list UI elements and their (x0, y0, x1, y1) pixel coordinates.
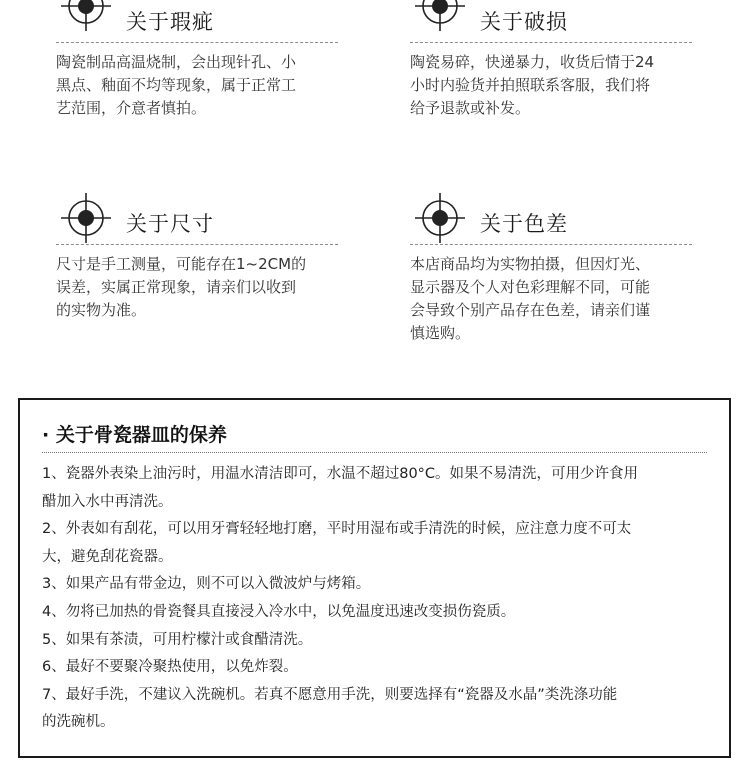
note-card-text (410, 253, 692, 345)
crosshair-target-icon (58, 190, 114, 246)
note-card-flaws (56, 0, 338, 120)
text-line: 艺范围，介意者慎拍。 (56, 99, 207, 117)
text-line: 慎选购。 (410, 324, 471, 342)
care-item: 1、瓷器外表染上油污时，用温水清洁即可，水温不超过80°C。如果不易清洗，可用少许食用 (42, 466, 639, 482)
dashed-divider (56, 42, 338, 43)
text-line: 会导致个别产品存在色差，请亲们谨 (410, 301, 651, 319)
text-line: 黑点、釉面不均等现象，属于正常工 (56, 76, 297, 94)
care-item: 5、如果有茶渍，可用柠檬汁或食醋清洗。 (42, 631, 313, 648)
text-line: 本店商品均为实物拍摄，但因灯光、 (410, 255, 651, 273)
care-item: 2、外表如有刮花，可以用牙膏轻轻地打磨，平时用湿布或手清洗的时候，应注意力度不可太 (42, 521, 632, 538)
crosshair-target-icon (412, 190, 468, 246)
note-card-header (56, 0, 338, 42)
text-line: 误差，实属正常现象，请亲们以收到 (56, 278, 297, 296)
crosshair-target-icon (58, 0, 114, 34)
care-list (42, 461, 707, 737)
dashed-divider (410, 42, 692, 43)
note-card-text (56, 51, 338, 120)
care-item: 3、如果产品有带金边，则不可以入微波炉与烤箱。 (42, 576, 371, 593)
dotted-divider (42, 452, 707, 453)
text-line: 陶瓷制品高温烧制，会出现针孔、小 (56, 53, 297, 71)
text-line: 陶瓷易碎，快递暴力，收货后情于24 (410, 53, 655, 71)
care-item: 7、最好手洗，不建议入洗碗机。若真不愿意用手洗，则要选择有“瓷器及水晶”类洗涤功能 (42, 686, 618, 703)
care-title: · 关于骨瓷器皿的保养 (42, 424, 227, 446)
care-item: 的洗碗机。 (42, 714, 115, 731)
crosshair-target-icon (412, 0, 468, 34)
note-card-damage (410, 0, 692, 120)
care-item: 大，避免刮花瓷器。 (42, 548, 173, 565)
text-line: 显示器及个人对色彩理解不同，可能 (410, 278, 651, 296)
note-card-header (56, 200, 338, 244)
note-card-header (410, 200, 692, 244)
care-instructions-box (18, 398, 731, 758)
note-card-title: 关于色差 (480, 212, 568, 236)
text-line: 尺寸是手工测量，可能存在1~2CM的 (56, 255, 307, 273)
note-card-header (410, 0, 692, 42)
care-item: 6、最好不要聚冷聚热使用，以免炸裂。 (42, 659, 298, 676)
note-card-text (56, 253, 338, 322)
note-card-text (410, 51, 692, 120)
care-item: 4、勿将已加热的骨瓷餐具直接浸入冷水中，以免温度迅速改变损伤瓷质。 (42, 603, 516, 620)
note-card-title: 关于尺寸 (126, 212, 214, 236)
text-line: 小时内验货并拍照联系客服，我们将 (410, 76, 651, 94)
note-card-color (410, 200, 692, 345)
care-item: 醋加入水中再清洗。 (42, 493, 173, 510)
note-card-title: 关于瑕疵 (126, 10, 214, 34)
note-card-title: 关于破损 (480, 10, 568, 34)
text-line: 给予退款或补发。 (410, 99, 531, 117)
text-line: 的实物为准。 (56, 301, 147, 319)
note-card-size (56, 200, 338, 322)
